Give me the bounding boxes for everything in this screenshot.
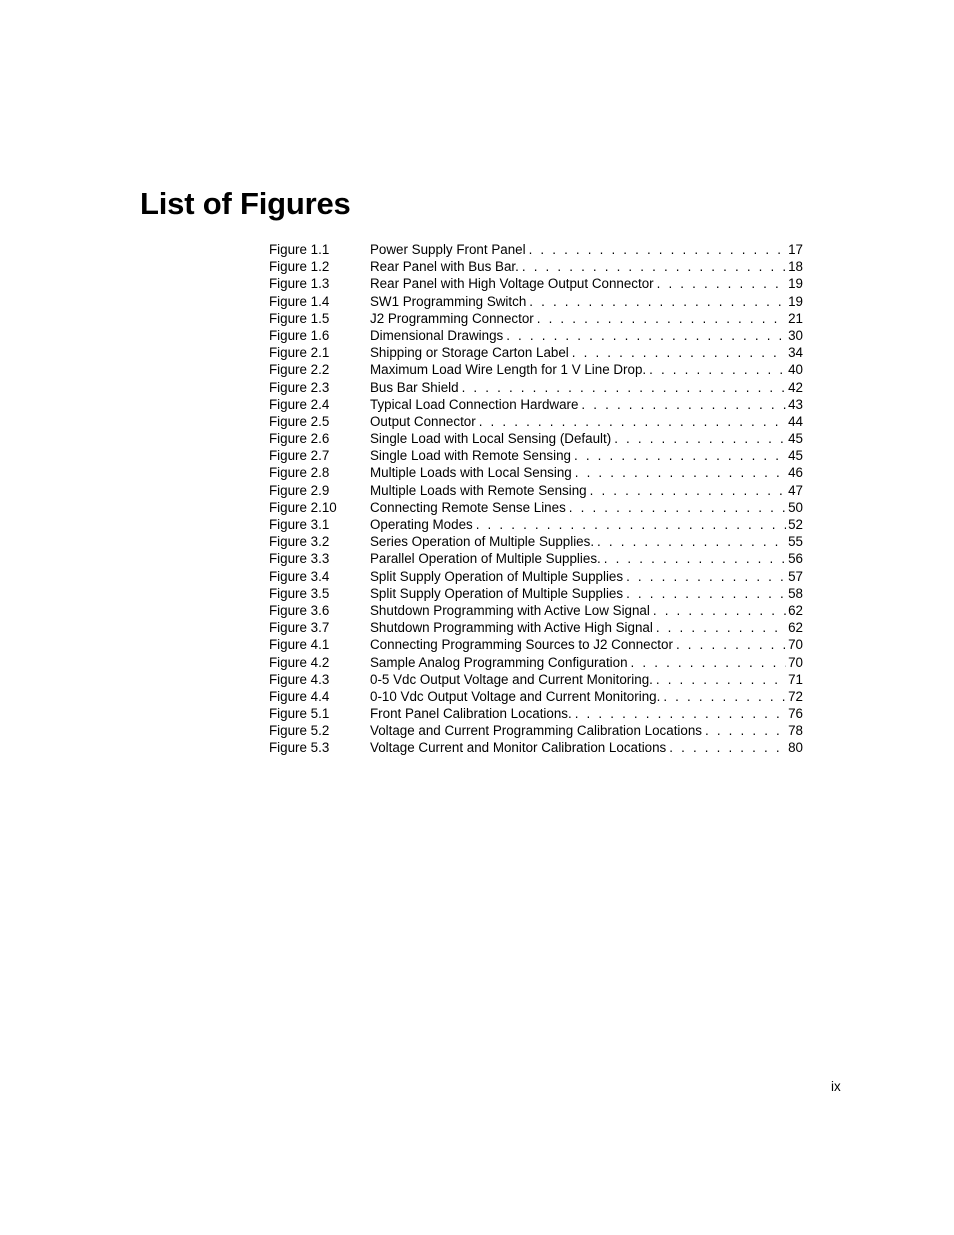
dot-leader xyxy=(479,413,786,430)
figure-entry[interactable] xyxy=(269,585,803,602)
figure-page-number: 17 xyxy=(788,242,803,257)
dot-leader xyxy=(631,654,787,671)
figure-number: Figure 3.7 xyxy=(269,620,330,636)
figure-title: 0-5 Vdc Output Voltage and Current Monitoring. xyxy=(370,671,653,687)
dot-leader xyxy=(590,482,786,499)
figure-page-number: 19 xyxy=(788,276,803,292)
figure-number: Figure 2.7 xyxy=(269,448,330,464)
figure-entry[interactable] xyxy=(269,550,803,567)
dot-leader xyxy=(649,361,786,378)
figure-number: Figure 2.6 xyxy=(269,431,330,447)
figure-entry[interactable] xyxy=(269,533,803,550)
figure-entry[interactable] xyxy=(269,619,803,636)
figure-number: Figure 3.4 xyxy=(269,568,330,584)
figure-number: Figure 4.3 xyxy=(269,671,330,687)
figure-number: Figure 1.5 xyxy=(269,310,330,326)
figure-page-number: 56 xyxy=(788,551,803,567)
figure-entry[interactable] xyxy=(269,430,803,447)
figure-title: Front Panel Calibration Locations. xyxy=(370,706,572,722)
dot-leader xyxy=(657,275,786,292)
figure-entry[interactable] xyxy=(269,671,803,688)
figure-title: Shutdown Programming with Active Low Signal xyxy=(370,602,650,618)
figure-page-number: 19 xyxy=(788,293,803,309)
figure-title: 0-10 Vdc Output Voltage and Current Monitoring. xyxy=(370,688,661,704)
figure-number: Figure 2.2 xyxy=(269,362,330,378)
figure-page-number: 21 xyxy=(788,310,803,326)
figure-number: Figure 1.1 xyxy=(269,242,330,257)
figure-entry[interactable] xyxy=(269,688,803,705)
figure-title: Multiple Loads with Local Sensing xyxy=(370,465,572,481)
figure-title: Shipping or Storage Carton Label xyxy=(370,345,569,361)
figure-page-number: 52 xyxy=(788,517,803,532)
dot-leader xyxy=(614,430,786,447)
figure-entry[interactable] xyxy=(269,516,803,533)
figure-page-number: 44 xyxy=(788,413,803,429)
dot-leader xyxy=(656,671,786,688)
figure-page-number: 45 xyxy=(788,448,803,464)
dot-leader xyxy=(653,602,786,619)
figure-title: SW1 Programming Switch xyxy=(370,293,527,309)
figure-list xyxy=(269,241,803,757)
figure-title: Bus Bar Shield xyxy=(370,379,459,395)
figure-number: Figure 1.6 xyxy=(269,327,330,343)
figure-entry[interactable] xyxy=(269,413,803,430)
figure-title: Dimensional Drawings xyxy=(370,327,504,343)
dot-leader xyxy=(476,516,786,533)
figure-title: Parallel Operation of Multiple Supplies. xyxy=(370,551,601,567)
page-number: ix xyxy=(831,1079,841,1094)
figure-entry[interactable] xyxy=(269,499,803,516)
figure-title: Voltage Current and Monitor Calibration Locations xyxy=(370,740,667,756)
dot-leader xyxy=(656,619,786,636)
figure-page-number: 30 xyxy=(788,327,803,343)
figure-page-number: 50 xyxy=(788,499,803,515)
figure-title: Split Supply Operation of Multiple Supplies xyxy=(370,585,624,601)
figure-title: Rear Panel with High Voltage Output Connector xyxy=(370,276,654,292)
figure-entry[interactable] xyxy=(269,464,803,481)
figure-title: Connecting Programming Sources to J2 Connector xyxy=(370,637,673,653)
figure-entry[interactable] xyxy=(269,379,803,396)
figure-title: Multiple Loads with Remote Sensing xyxy=(370,482,587,498)
figure-page-number: 62 xyxy=(788,602,803,618)
figure-entry[interactable] xyxy=(269,310,803,327)
figure-title: Connecting Remote Sense Lines xyxy=(370,499,566,515)
figure-entry[interactable] xyxy=(269,344,803,361)
figure-title: Single Load with Remote Sensing xyxy=(370,448,571,464)
dot-leader xyxy=(676,636,786,653)
figure-entry[interactable] xyxy=(269,447,803,464)
figure-entry[interactable] xyxy=(269,396,803,413)
dot-leader xyxy=(462,379,787,396)
figure-page-number: 57 xyxy=(788,568,803,584)
figure-number: Figure 1.2 xyxy=(269,259,330,275)
figure-number: Figure 1.3 xyxy=(269,276,330,292)
dot-leader xyxy=(669,739,786,756)
page-title: List of Figures xyxy=(140,186,351,221)
figure-number: Figure 4.2 xyxy=(269,654,330,670)
figure-title: J2 Programming Connector xyxy=(370,310,534,326)
figure-page-number: 18 xyxy=(788,259,803,275)
figure-page-number: 70 xyxy=(788,637,803,653)
figure-page-number: 80 xyxy=(788,740,803,756)
dot-leader xyxy=(575,464,786,481)
dot-leader xyxy=(626,585,786,602)
figure-entry[interactable] xyxy=(269,275,803,292)
figure-entry[interactable] xyxy=(269,327,803,344)
dot-leader xyxy=(569,499,786,516)
dot-leader xyxy=(663,688,786,705)
dot-leader xyxy=(506,327,786,344)
figure-number: Figure 2.4 xyxy=(269,396,330,412)
dot-leader xyxy=(574,447,786,464)
figure-entry[interactable] xyxy=(269,654,803,671)
figure-title: Maximum Load Wire Length for 1 V Line Drop. xyxy=(370,362,647,378)
dot-leader xyxy=(705,722,786,739)
figure-page-number: 70 xyxy=(788,654,803,670)
figure-page-number: 76 xyxy=(788,706,803,722)
figure-number: Figure 1.4 xyxy=(269,293,330,309)
figure-number: Figure 2.9 xyxy=(269,482,330,498)
figure-entry[interactable] xyxy=(269,361,803,378)
figure-number: Figure 2.1 xyxy=(269,345,330,361)
dot-leader xyxy=(575,705,786,722)
figure-entry[interactable] xyxy=(269,705,803,722)
figure-title: Single Load with Local Sensing (Default) xyxy=(370,431,612,447)
figure-page-number: 72 xyxy=(788,688,803,704)
dot-leader xyxy=(581,396,786,413)
figure-page-number: 58 xyxy=(788,585,803,601)
figure-number: Figure 2.8 xyxy=(269,465,330,481)
figure-title: Output Connector xyxy=(370,413,476,429)
figure-number: Figure 3.2 xyxy=(269,534,330,550)
figure-number: Figure 3.3 xyxy=(269,551,330,567)
figure-page-number: 40 xyxy=(788,362,803,378)
dot-leader xyxy=(529,293,786,310)
figure-number: Figure 2.10 xyxy=(269,499,337,515)
figure-number: Figure 4.4 xyxy=(269,688,330,704)
figure-page-number: 46 xyxy=(788,465,803,481)
figure-number: Figure 2.3 xyxy=(269,379,330,395)
figure-page-number: 45 xyxy=(788,431,803,447)
dot-leader xyxy=(626,568,786,585)
figure-title: Operating Modes xyxy=(370,517,473,532)
figure-entry[interactable] xyxy=(269,739,803,756)
figure-number: Figure 3.1 xyxy=(269,517,330,532)
dot-leader xyxy=(572,344,786,361)
figure-entry[interactable] xyxy=(269,636,803,653)
dot-leader xyxy=(604,550,786,567)
figure-entry[interactable] xyxy=(269,293,803,310)
figure-title: Typical Load Connection Hardware xyxy=(370,396,579,412)
figure-number: Figure 3.5 xyxy=(269,585,330,601)
dot-leader xyxy=(529,241,787,258)
figure-page-number: 42 xyxy=(788,379,803,395)
figure-page-number: 78 xyxy=(788,723,803,739)
figure-entry[interactable] xyxy=(269,722,803,739)
figure-number: Figure 2.5 xyxy=(269,413,330,429)
dot-leader xyxy=(537,310,786,327)
figure-entry[interactable] xyxy=(269,241,803,258)
figure-page-number: 43 xyxy=(788,396,803,412)
figure-title: Split Supply Operation of Multiple Supplies xyxy=(370,568,624,584)
figure-title: Voltage and Current Programming Calibration Locations xyxy=(370,723,702,739)
figure-number: Figure 5.2 xyxy=(269,723,330,739)
figure-entry[interactable] xyxy=(269,602,803,619)
figure-page-number: 71 xyxy=(788,671,803,687)
figure-title: Rear Panel with Bus Bar. xyxy=(370,259,519,275)
figure-entry[interactable] xyxy=(269,568,803,585)
figure-title: Series Operation of Multiple Supplies. xyxy=(370,534,595,550)
figure-number: Figure 4.1 xyxy=(269,637,330,653)
figure-number: Figure 3.6 xyxy=(269,602,330,618)
dot-leader xyxy=(522,258,786,275)
dot-leader xyxy=(597,533,786,550)
figure-entry[interactable] xyxy=(269,482,803,499)
figure-title: Shutdown Programming with Active High Signal xyxy=(370,620,653,636)
figure-number: Figure 5.1 xyxy=(269,706,330,722)
figure-title: Sample Analog Programming Configuration xyxy=(370,654,628,670)
figure-number: Figure 5.3 xyxy=(269,740,330,756)
figure-title: Power Supply Front Panel xyxy=(370,242,526,257)
figure-page-number: 34 xyxy=(788,345,803,361)
figure-page-number: 62 xyxy=(788,620,803,636)
figure-entry[interactable] xyxy=(269,258,803,275)
figure-page-number: 47 xyxy=(788,482,803,498)
figure-page-number: 55 xyxy=(788,534,803,550)
